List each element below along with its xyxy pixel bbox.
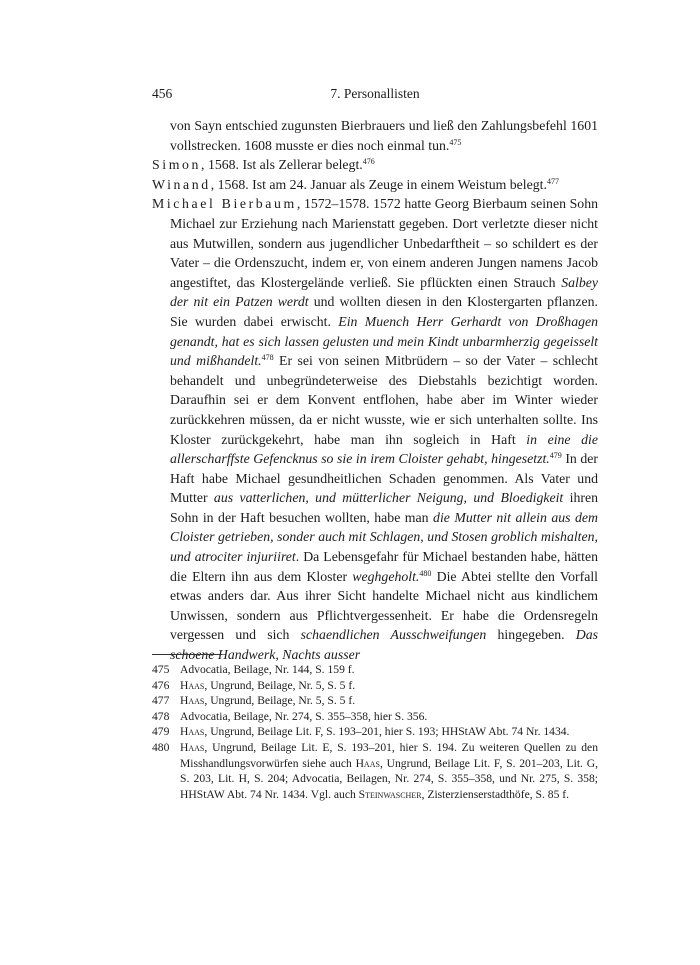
footnote-478: [152, 709, 598, 725]
footnote-text: , Ungrund, Beilage Lit. F, S. 201–203, Lit. G, S. 203, Lit. H, S. 204; Advocatia, Beilagen, Nr. 274, S. 355–358, und Nr. 275, S. 358; HHStAW Abt. 74 Nr. 1434. Vgl. auch: [180, 756, 599, 801]
quote-run: in eine die allerscharffste Gefencknus so sie in irem Cloister gehabt, hingesetzt.: [170, 431, 598, 467]
footnote-ref[interactable]: 477: [546, 176, 559, 186]
text-run: von Sayn entschied zugunsten Bierbrauers und ließ den Zahlungsbefehl 1601 vollstrecken. 1608 musste er dies noch einmal tun.: [170, 118, 598, 153]
quote-run: schaendlichen Ausschweifungen: [300, 627, 487, 643]
footnote-text: Advocatia, Beilage, Nr. 274, S. 355–358, hier S. 356.: [180, 709, 428, 723]
footnote-ref[interactable]: 475: [449, 137, 462, 147]
entry-winand: [152, 175, 598, 195]
quote-run: weghgeholt.: [352, 568, 420, 584]
text-run: Er sei von seinen Mitbrüdern – so der Vater – schlecht behandelt und unbegründeterweise des Diebstahls bezichtigt worden. Daraufhin sei er dem Konvent entflohen, habe aber im Winter wieder zurückkehren müssen, da er nicht wusste, wie er sich unterhalten sollte. Ins Kloster zurückgekehrt, habe man ihn sogleich in Haft: [170, 353, 598, 447]
footnote-ref[interactable]: 480: [419, 568, 432, 578]
text-run: , 1572–1578. 1572 hatte Georg Bierbaum seinen Sohn Michael zur Erziehung nach Marienstatt gegeben. Dort verletzte dieser nicht aus Mutwillen, sondern aus jugendlicher Unbedarftheit – so schildert es der Vater – die Ordenszucht, indem er, von einem anderen Jungen namens Jacob angestiftet, das Klostergelände verließ. Sie pflückten einen Strauch: [170, 196, 598, 290]
footnote-475: [152, 662, 598, 678]
entry-simon: [152, 155, 598, 175]
quote-run: Salbey der nit ein Patzen werdt: [170, 274, 598, 310]
author-name: Steinwascher: [358, 787, 422, 801]
text-run: In der Haft habe Michael gesundheitlichen Schaden genommen. Als Vater und Mutter: [170, 451, 598, 506]
entry-name: Michael Bierbaum: [152, 196, 297, 212]
text-run: hingegeben.: [486, 627, 576, 643]
footnote-number: 479: [152, 725, 170, 739]
footnote-text: , Ungrund, Beilage, Nr. 5, S. 5 f.: [204, 678, 356, 692]
footnote-477: [152, 693, 598, 709]
footnote-476: [152, 678, 598, 694]
author-name: Haas: [355, 756, 380, 770]
footnote-ref[interactable]: 476: [362, 157, 375, 167]
running-title: 7. Personallisten: [330, 86, 420, 101]
footnote-number: 476: [152, 678, 170, 692]
main-text: [152, 116, 598, 665]
author-name: Haas: [180, 678, 205, 692]
text-run: . Da Lebensgefahr für Michael bestanden habe, hätten die Eltern ihn aus dem Kloster: [170, 549, 598, 584]
footnote-ref[interactable]: 478: [261, 353, 274, 363]
footnotes: [152, 662, 598, 802]
text-run: , 1568. Ist am 24. Januar als Zeuge in einem Weistum belegt.: [210, 176, 547, 192]
footnote-text: Advocatia, Beilage, Nr. 144, S. 159 f.: [180, 663, 355, 676]
footnote-number: 480: [152, 740, 170, 754]
page-number: 456: [152, 86, 173, 101]
quote-run: Das schoene Handwerk, Nachts ausser: [170, 627, 598, 663]
footnote-text: , Ungrund, Beilage Lit. F, S. 193–201, hier S. 193; HHStAW Abt. 74 Nr. 1434.: [204, 725, 570, 739]
footnote-number: 477: [152, 694, 170, 708]
quote-run: aus vatterlichen, und mütterlicher Neigung, und Bloedigkeit: [213, 490, 564, 506]
text-run: und wollten diesen in den Klostergarten pflanzen. Sie wurden dabei erwischt.: [170, 294, 599, 329]
footnote-ref[interactable]: 479: [549, 451, 562, 461]
footnote-separator: [152, 654, 222, 655]
footnote-text: , Ungrund, Beilage, Nr. 5, S. 5 f.: [204, 694, 356, 708]
author-name: Haas: [180, 694, 205, 708]
text-run: , 1568. Ist als Zellerar belegt.: [201, 157, 363, 173]
text-run: Die Abtei stellte den Vorfall etwas anders dar. Aus ihrer Sicht handelte Michael nicht aus kindlichem Unwissen, sondern aus Pflichtvergessenheit. Er habe die Ordensregeln vergessen und sich: [170, 568, 598, 643]
footnote-text: , Ungrund, Beilage Lit. E, S. 193–201, hier S. 194. Zu weiteren Quellen zu den Misshandlungsvorwürfen siehe auch: [180, 740, 598, 770]
quote-run: die Mutter nit allein aus dem Cloister getrieben, sonder auch mit Schlagen, und Stosen groblich mishalten, und atrociter injuriiret: [170, 509, 598, 565]
entry-michael-bierbaum: [152, 194, 598, 664]
footnote-text: , Zisterzienserstadthöfe, S. 85 f.: [421, 787, 570, 801]
entry-name: Simon: [152, 157, 202, 173]
page-header: [152, 86, 598, 106]
quote-run: Ein Muench Herr Gerhardt von Droßhagen genandt, hat es sich lassen gelusten und mein Kindt unbarmherzig gegeisselt und mißhandelt.: [170, 313, 599, 369]
entry-name: Winand: [152, 176, 211, 192]
author-name: Haas: [180, 725, 205, 739]
footnote-number: 478: [152, 709, 170, 723]
footnote-number: 475: [152, 663, 170, 676]
footnote-479: [152, 724, 598, 740]
author-name: Haas: [180, 740, 205, 754]
text-run: ihren Sohn in der Haft besuchen wollten, habe man: [170, 490, 598, 525]
footnote-480: [152, 740, 598, 802]
paragraph-continuation: [152, 116, 598, 155]
